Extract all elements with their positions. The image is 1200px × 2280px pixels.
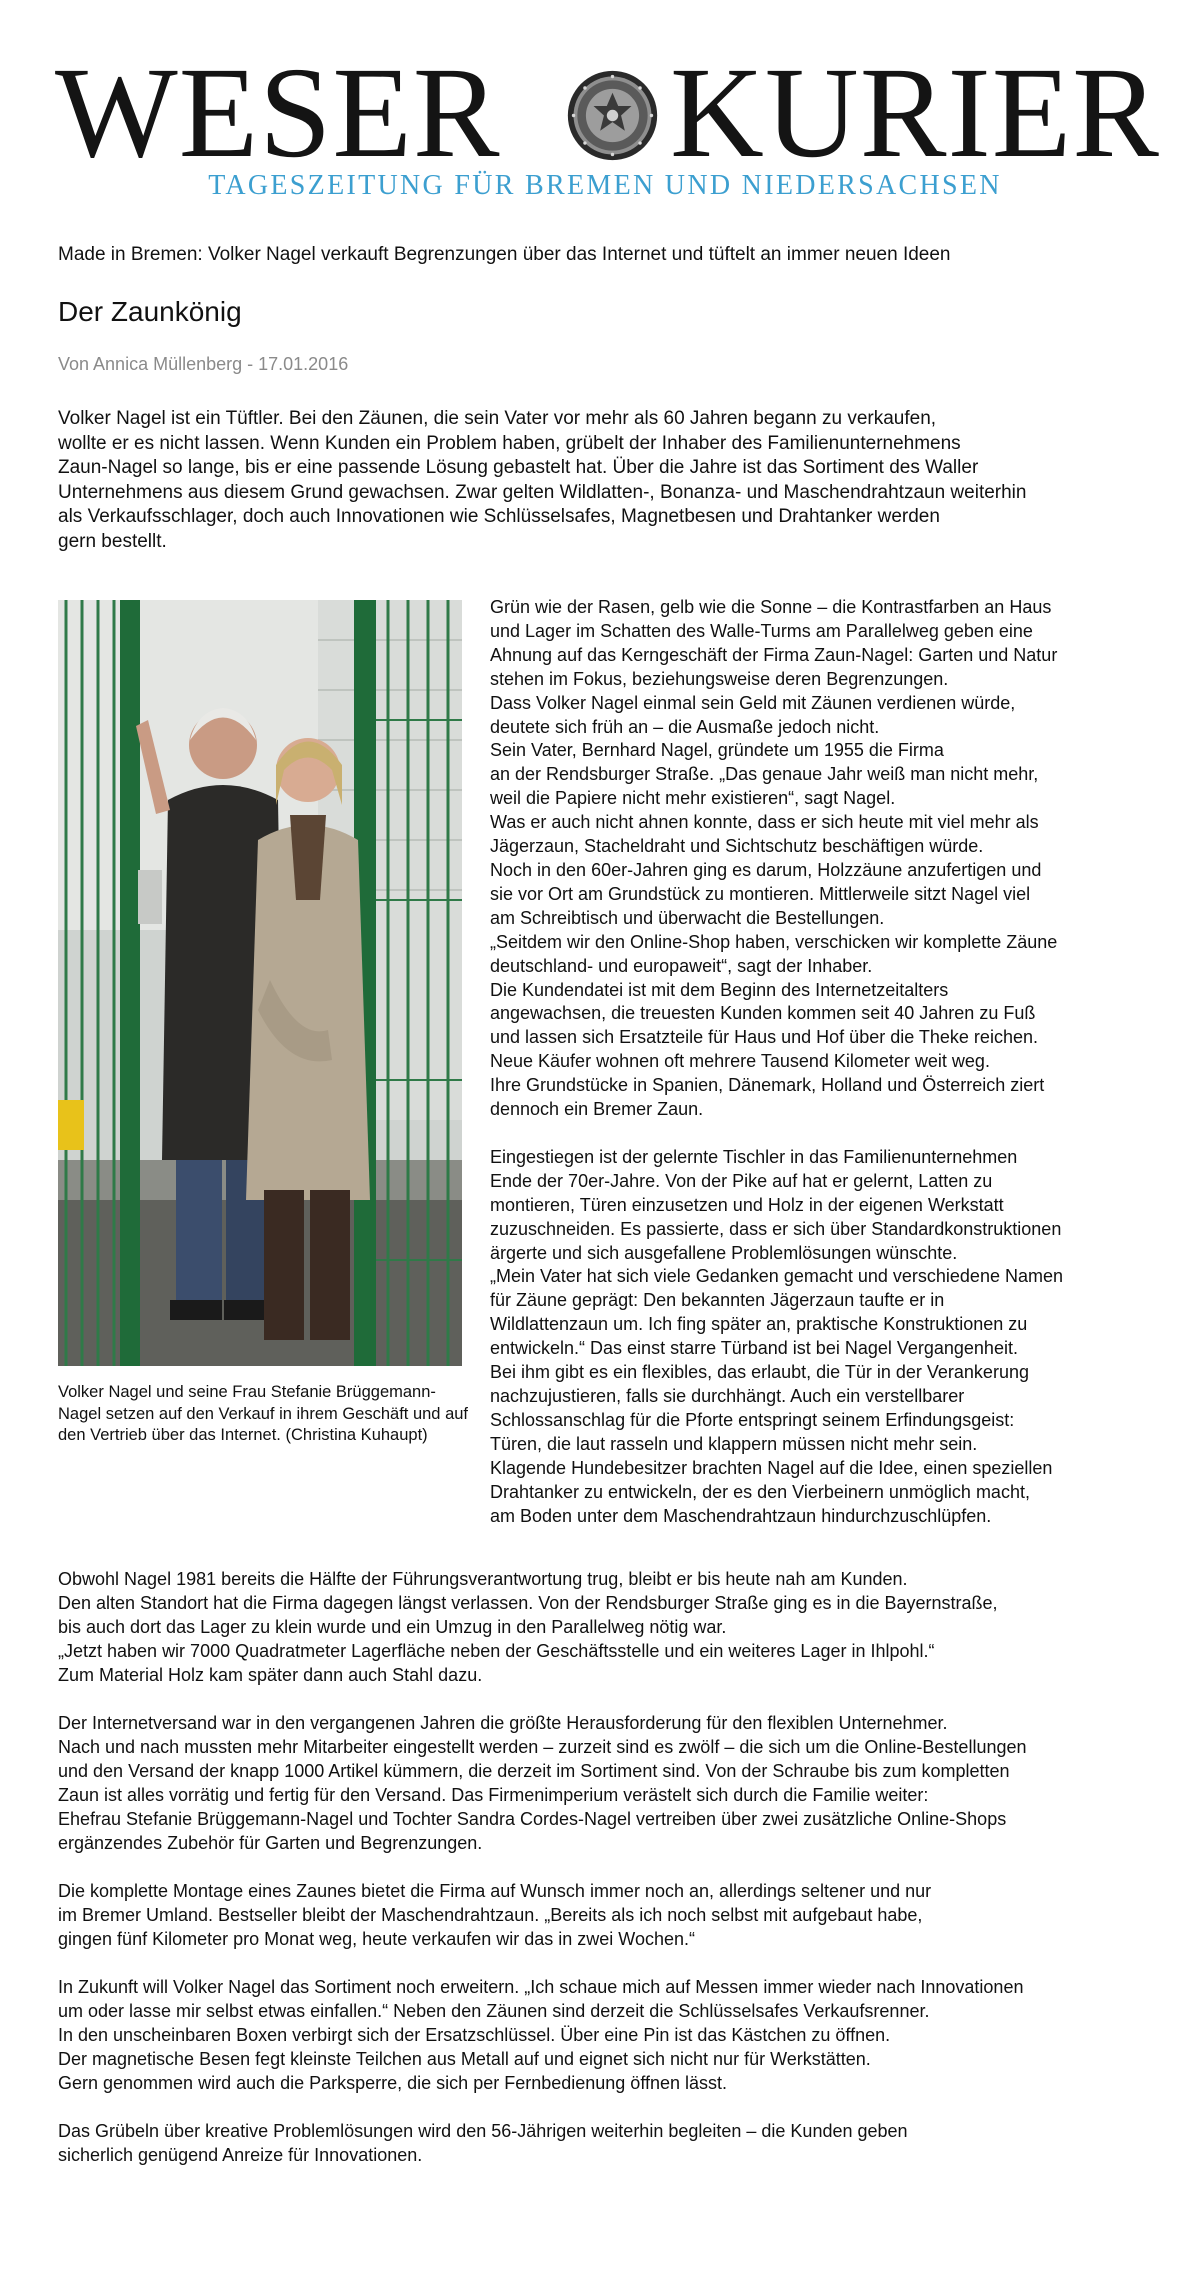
photo-gate-couple [58, 600, 462, 1366]
article-lead [58, 407, 1158, 554]
masthead-title-left: WESER [55, 41, 501, 185]
masthead [55, 41, 1160, 208]
photo-caption [58, 1382, 468, 1447]
body-paragraph: Der Internetversand war in den vergangenen Jahren die größte Herausforderung für den flexiblen Unternehmer. Nach und nach mussten mehr Mitarbeiter eingestellt werden – zurzeit sind es zwölf – die sich um die Online-Bestellungen und den Versand der knapp 1000 Artikel kümmern, die derzeit im Sortiment sind. Von der Schraube bis zum kompletten Zaun ist alles vorrätig und fertig für den Versand. Das Firmenimperium verästelt sich durch die Familie weiter: Ehefrau Stefanie Brüggemann-Nagel und Tochter Sandra Cordes-Nagel vertreiben über zwei zusätzliche Online-Shops ergänzendes Zubehör für Garten und Begrenzungen. [58, 1713, 1027, 1853]
lead-paragraph: Volker Nagel ist ein Tüftler. Bei den Zäunen, die sein Vater vor mehr als 60 Jahren begann zu verkaufen, wollte er es nicht lassen. Wenn Kunden ein Problem haben, grübelt der Inhaber des Familienunternehmens Zaun-Nagel so lange, bis er eine passende Lösung gebastelt hat. Über die Jahre ist das Sortiment des Waller Unternehmens aus diesem Grund gewachsen. Zwar gelten Wildlatten-, Bonanza- und Maschendrahtzaun weiterhin als Verkaufsschlager, doch auch Innovationen wie Schlüsselsafes, Magnetbesen und Drahtanker werden gern bestellt. [58, 408, 1027, 552]
article-headline: Der Zaunkönig [58, 296, 242, 327]
article-body-continued [58, 1567, 1168, 2167]
body-paragraph: Obwohl Nagel 1981 bereits die Hälfte der Führungsverantwortung trug, bleibt er bis heute nah am Kunden. Den alten Standort hat die Firma dagegen längst verlassen. Von der Rendsburger Straße ging es in die Bayernstraße, bis auch dort das Lager zu klein wurde und ein Umzug in den Parallelweg nötig war. „Jetzt haben wir 7000 Quadratmeter Lagerfläche neben der Geschäftsstelle und ein weiteres Lager in Ihlpohl.“ Zum Material Holz kam später dann auch Stahl dazu. [58, 1569, 998, 1685]
body-paragraph: Das Grübeln über kreative Problemlösungen wird den 56-Jährigen weiterhin begleiten – die Kunden geben sicherlich genügend Anreize für Innovationen. [58, 2121, 908, 2165]
masthead-title [55, 41, 1160, 185]
article-kicker: Made in Bremen: Volker Nagel verkauft Begrenzungen über das Internet und tüftelt an immer neuen Ideen [58, 244, 951, 265]
photo-credit: (Christina Kuhaupt) [285, 1426, 428, 1444]
body-paragraph: Die komplette Montage eines Zaunes bietet die Firma auf Wunsch immer noch an, allerdings seltener und nur im Bremer Umland. Bestseller bleibt der Maschendrahtzaun. „Bereits als ich noch selbst mit aufgebaut habe, gingen fünf Kilometer pro Monat weg, heute verkaufen wir das in zwei Wochen.“ [58, 1881, 932, 1949]
photo-caption-text: Volker Nagel und seine Frau Stefanie Brüggemann-Nagel setzen auf den Verkauf in ihrem Geschäft und auf den Vertrieb über das Internet. [58, 1383, 469, 1444]
masthead-title-right: KURIER [670, 41, 1160, 185]
article-byline: Von Annica Müllenberg - 17.01.2016 [58, 354, 349, 374]
article-body-column [490, 596, 1160, 1528]
article-photo [58, 600, 462, 1366]
body-paragraph: Grün wie der Rasen, gelb wie die Sonne – die Kontrastfarben an Haus und Lager im Schatten des Walle-Turms am Parallelweg geben eine Ahnung auf das Kerngeschäft der Firma Zaun-Nagel: Garten und Natur stehen im Fokus, beziehungsweise deren Begrenzungen. Dass Volker Nagel einmal sein Geld mit Zäunen verdienen würde, deutete sich früh an – die Ausmaße jedoch nicht. Sein Vater, Bernhard Nagel, gründete um 1955 die Firma an der Rendsburger Straße. „Das genaue Jahr weiß man nicht mehr, weil die Papiere nicht mehr existieren“, sagt Nagel. Was er auch nicht ahnen konnte, dass er sich heute mit viel mehr als Jägerzaun, Stacheldraht und Sichtschutz beschäftigen würde. Noch in den 60er-Jahren ging es darum, Holzzäune anzufertigen und sie vor Ort am Grundstück zu montieren. Mittlerweile sitzt Nagel viel am Schreibtisch und überwacht die Bestellungen. „Seitdem wir den Online-Shop haben, verschicken wir komplette Zäune deutschland- und europaweit“, sagt der Inhaber. Die Kundendatei ist mit dem Beginn des Internetzeitalters angewachsen, die treuesten Kunden kommen seit 40 Jahren zu Fuß und lassen sich Ersatzteile für Haus und Hof über die Theke reichen. Neue Käufer wohnen oft mehrere Tausend Kilometer weit weg. Ihre Grundstücke in Spanien, Dänemark, Holland und Österreich ziert dennoch ein Bremer Zaun. [490, 597, 1058, 1120]
masthead-tagline: TAGESZEITUNG FÜR BREMEN UND NIEDERSACHSEN [208, 170, 1002, 201]
body-paragraph: In Zukunft will Volker Nagel das Sortiment noch erweitern. „Ich schaue mich auf Messen immer wieder nach Innovationen um oder lasse mir selbst etwas einfallen.“ Neben den Zäunen sind derzeit die Schlüsselsafes Verkaufsrenner. In den unscheinbaren Boxen verbirgt sich der Ersatzschlüssel. Über eine Pin ist das Kästchen zu öffnen. Der magnetische Besen fegt kleinste Teilchen aus Metall auf und eignet sich nicht nur für Werkstätten. Gern genommen wird auch die Parksperre, die sich per Fernbedienung öffnen lässt. [58, 1977, 1024, 2093]
city-seal-icon [565, 68, 660, 163]
body-paragraph: Eingestiegen ist der gelernte Tischler in das Familienunternehmen Ende der 70er-Jahre. Von der Pike auf hat er gelernt, Latten zu montieren, Türen einzusetzen und Holz in der eigenen Werkstatt zuzuschneiden. Es passierte, dass er sich über Standardkonstruktionen ärgerte und sich ausgefallene Problemlösungen wünschte. „Mein Vater hat sich viele Gedanken gemacht und verschiedene Namen für Zäune geprägt: Den bekannten Jägerzaun taufte er in Wildlattenzaun um. Ich fing später an, praktische Konstruktionen zu entwickeln.“ Das einst starre Türband ist bei Nagel Vergangenheit. Bei ihm gibt es ein flexibles, das erlaubt, die Tür in der Verankerung nachzujustieren, falls sie durchhängt. Auch ein verstellbarer Schlossanschlag für die Pforte entspringt seinem Erfindungsgeist: Türen, die laut rasseln und klappern müssen nicht mehr sein. Klagende Hundebesitzer brachten Nagel auf die Idee, einen speziellen Drahtanker zu entwickeln, der es den Vierbeinern unmöglich macht, am Boden unter dem Maschendrahtzaun hindurchzuschlüpfen. [490, 1146, 1063, 1526]
